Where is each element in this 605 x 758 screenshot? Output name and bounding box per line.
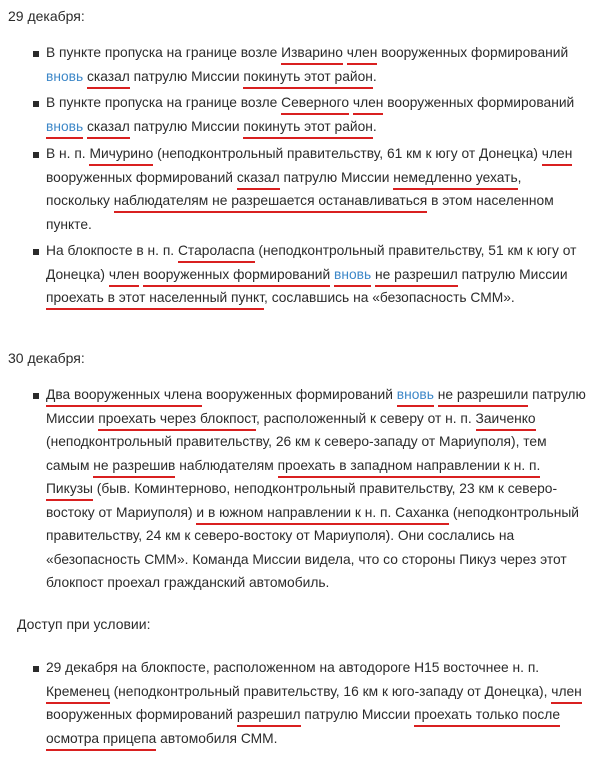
underlined-text: сказал: [87, 69, 130, 89]
list-item: [0, 383, 586, 595]
text-segment: автомобиля СММ.: [156, 730, 278, 746]
underlined-text: покинуть этот район: [243, 119, 373, 139]
underlined-text: наблюдателям не разрешается останавливаться: [114, 193, 428, 213]
text-segment: (неподконтрольный правительству, 16 км к юго-западу от Донецка),: [109, 683, 552, 699]
underlined-text: не разрешили: [438, 387, 529, 407]
text-segment: (неподконтрольный правительству, 51 км к югу от Донецка): [46, 243, 577, 282]
underlined-text: Два вооруженных члена: [46, 387, 202, 407]
underlined-text: член: [347, 45, 378, 65]
underlined-text: член: [109, 267, 140, 287]
underlined-text: проехать в западном направлении к н. п. Пикузы: [46, 458, 540, 502]
inline-link[interactable]: вновь: [46, 68, 84, 84]
text-segment: (быв. Коминтерново, неподконтрольный правительству, 23 км к северо-востоку от Мариуполя): [46, 481, 558, 520]
text-segment: патрулю Миссии: [457, 266, 568, 282]
text-segment: патрулю Миссии: [279, 169, 394, 185]
text-segment: , расположенный к северу от н. п.: [255, 410, 476, 426]
text-segment: В н. п.: [46, 146, 90, 161]
text-segment: вооруженных формирований: [46, 707, 237, 722]
text-segment: .: [372, 68, 377, 84]
text-segment: .: [372, 118, 377, 134]
underlined-text: Изварино: [281, 45, 343, 65]
section-list-2: [0, 383, 586, 595]
inline-link[interactable]: вновь: [397, 387, 434, 407]
underlined-text: не разрешив: [93, 458, 175, 478]
text-segment: патрулю Миссии: [129, 68, 244, 84]
inline-link[interactable]: вновь: [334, 267, 371, 287]
text-segment: патрулю Миссии: [300, 707, 415, 722]
list-item: [0, 239, 586, 310]
text-segment: патрулю Миссии: [46, 387, 586, 426]
underlined-text: Северного: [281, 95, 349, 115]
list-item: [0, 41, 586, 88]
section-date-3: Доступ при условии:: [17, 616, 151, 632]
section-date-2: 30 декабря:: [8, 350, 85, 366]
underlined-text: Заиченко: [476, 411, 536, 431]
text-segment: В пункте пропуска на границе возле: [46, 95, 282, 110]
text-segment: вооруженных формирований: [202, 387, 397, 402]
text-segment: , поскольку: [46, 169, 522, 208]
text-segment: , сославшись на «безопасность СММ».: [264, 290, 515, 305]
underlined-text: член: [551, 684, 582, 704]
underlined-text: вооруженных формирований: [143, 267, 330, 287]
section-list-3: [0, 656, 586, 750]
underlined-text: не разрешил: [375, 267, 458, 287]
list-item: [0, 656, 586, 750]
text-segment: На блокпосте в н. п.: [46, 243, 178, 258]
underlined-text: член: [353, 95, 384, 115]
underlined-text: покинуть этот район: [243, 69, 373, 89]
text-segment: (неподконтрольный правительству, 26 км к северо-западу от Мариуполя), тем самым: [46, 434, 547, 473]
list-item: [0, 142, 586, 236]
text-segment: вооруженных формирований: [46, 169, 237, 185]
section-date-1: 29 декабря:: [8, 8, 85, 24]
underlined-text: сказал: [237, 170, 280, 190]
underlined-text: Кременец: [46, 684, 110, 704]
underlined-text: проехать в этот населенный пункт: [46, 290, 264, 310]
underlined-text: немедленно уехать: [393, 170, 517, 190]
inline-link[interactable]: вновь: [46, 119, 83, 139]
text-segment: вооруженных формирований: [377, 45, 569, 60]
underlined-text: разрешил: [237, 707, 301, 727]
text-segment: вооруженных формирований: [383, 95, 575, 110]
text-segment: наблюдателям: [175, 457, 278, 473]
text-segment: в этом населенном пункте.: [46, 193, 554, 232]
text-segment: (неподконтрольный правительству, 24 км к северо-востоку от Мариуполя). Они сослались на «безопасность СММ». Команда Миссии видела, что со стороны Пикуз через этот блокпост проехал гражданский автомобиль.: [46, 504, 579, 590]
underlined-text: Мичурино: [89, 146, 153, 166]
text-segment: 29 декабря на блокпосте, расположенном на автодороге Н15 восточнее н. п.: [46, 660, 540, 675]
underlined-text: проехать через блокпост: [98, 411, 256, 431]
section-list-1: [0, 41, 586, 310]
text-segment: (неподконтрольный правительству, 61 км к югу от Донецка): [153, 146, 542, 161]
underlined-text: и в южном направлении к н. п. Саханка: [196, 505, 449, 525]
underlined-text: проехать только после осмотра прицепа: [46, 707, 560, 751]
list-item: [0, 91, 586, 138]
underlined-text: сказал: [87, 119, 130, 139]
underlined-text: член: [542, 146, 573, 166]
text-segment: патрулю Миссии: [129, 118, 244, 134]
underlined-text: Староласпа: [178, 243, 255, 263]
text-segment: В пункте пропуска на границе возле: [46, 45, 282, 60]
